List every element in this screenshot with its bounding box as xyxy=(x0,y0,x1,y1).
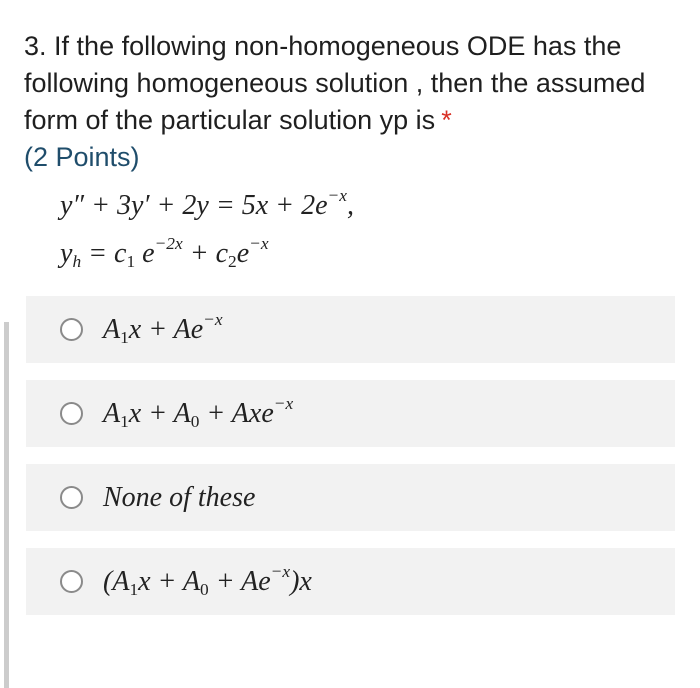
required-asterisk: * xyxy=(441,105,452,135)
opt-a-part-b: x + Ae xyxy=(128,313,204,345)
radio-button-icon[interactable] xyxy=(60,402,83,425)
ode-exponent: −x xyxy=(327,185,347,205)
opt-a-part: A xyxy=(103,313,121,345)
yh-y: y xyxy=(60,238,73,269)
question-points: (2 Points) xyxy=(24,142,140,172)
option-b-label xyxy=(103,393,294,431)
opt-b-part: A xyxy=(103,397,121,429)
opt-d-part-c: + Ae xyxy=(208,565,271,597)
ode-tail: , xyxy=(346,190,354,221)
opt-d-exp: −x xyxy=(270,561,291,581)
opt-d-sub-b: 0 xyxy=(200,579,209,599)
radio-button-icon[interactable] xyxy=(60,570,83,593)
homogeneous-solution xyxy=(60,233,269,272)
question-number: 3. xyxy=(24,31,47,61)
option-d-label xyxy=(103,561,312,599)
option-d[interactable] xyxy=(26,548,675,615)
yh-plus: + c xyxy=(182,238,229,269)
opt-d-part: (A xyxy=(103,565,130,597)
yh-mid: = c xyxy=(81,238,127,269)
opt-b-sub-b: 0 xyxy=(190,411,200,431)
opt-b-part-b: x + A xyxy=(128,397,191,429)
ode-equation xyxy=(60,185,354,222)
c2-sub: 2 xyxy=(228,252,237,272)
left-scroll-rail xyxy=(4,322,9,688)
yh-e2: e xyxy=(236,238,250,269)
ode-lhs: y″ + 3y′ + 2y = 5x + 2e xyxy=(60,190,328,221)
question-block xyxy=(24,28,674,176)
question-body: If the following non-homogeneous ODE has the following homogeneous solution , then the assumed form of the particular solution yp is xyxy=(24,31,646,135)
yh-e1-exp: −2x xyxy=(154,233,183,253)
yh-e2-exp: −x xyxy=(249,233,269,253)
opt-d-part-d: )x xyxy=(290,565,312,597)
opt-a-sub: 1 xyxy=(120,327,129,347)
option-a-label xyxy=(103,309,223,347)
option-c-label: None of these xyxy=(103,481,256,513)
opt-a-exp: −x xyxy=(203,309,223,329)
c1-sub: 1 xyxy=(126,252,136,272)
yh-sub: h xyxy=(72,252,82,272)
opt-b-exp: −x xyxy=(273,393,294,413)
opt-b-sub: 1 xyxy=(120,411,129,431)
opt-b-part-c: + Axe xyxy=(199,397,274,429)
option-b[interactable] xyxy=(26,380,675,447)
option-c[interactable] xyxy=(26,464,675,531)
option-a[interactable] xyxy=(26,296,675,363)
opt-d-part-b: x + A xyxy=(138,565,201,597)
question-text xyxy=(24,28,674,139)
radio-button-icon[interactable] xyxy=(60,318,83,341)
radio-button-icon[interactable] xyxy=(60,486,83,509)
yh-e1: e xyxy=(135,238,155,269)
opt-d-sub: 1 xyxy=(129,579,139,599)
